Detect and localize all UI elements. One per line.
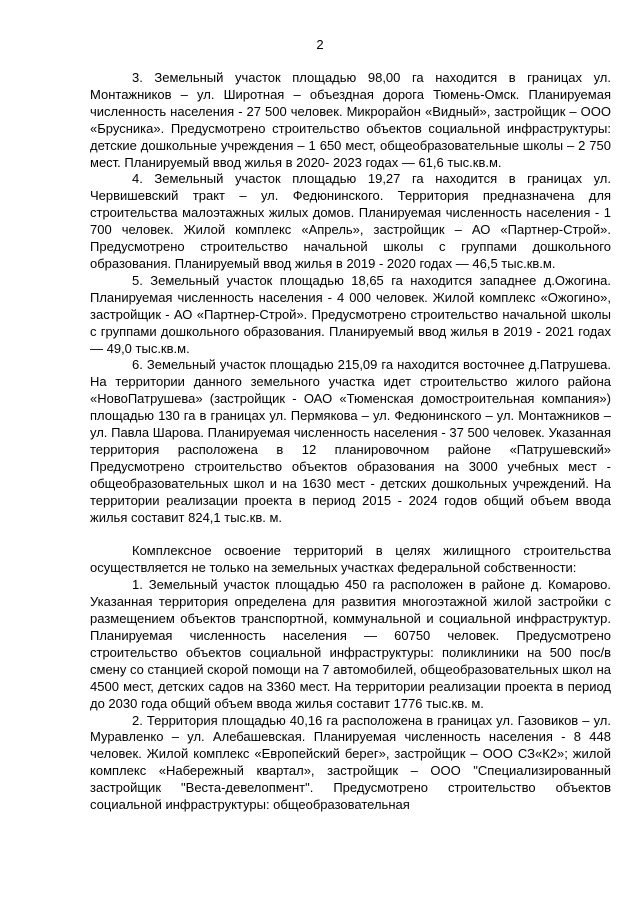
document-body <box>90 70 611 814</box>
paragraph-item-5: 5. Земельный участок площадью 18,65 га находится западнее д.Ожогина. Планируемая численность населения - 4 000 человек. Жилой комплекс «Ожогино», застройщик - АО «Партнер-Строй». Предусмотрено строительство начальной школы с группами дошкольного образования. Планируемый ввод жилья в 2019 - 2021 годах — 49,0 тыс.кв.м. <box>90 272 611 356</box>
paragraph-intro-complex-development: Комплексное освоение территорий в целях жилищного строительства осуществляется не только на земельных участках федеральной собственности: <box>90 543 611 576</box>
paragraph-item-1-komarovo: 1. Земельный участок площадью 450 га расположен в районе д. Комарово. Указанная территория определена для развития многоэтажной жилой застройки с размещением объектов транспортной, коммунальной и социальной инфраструктур. Планируемая численность населения — 60750 человек. Предусмотрено строительство объектов социальной инфраструктуры: поликлиники на 500 пос/в смену со станцией скорой помощи на 7 автомобилей, общеобразовательных школ на 4500 мест, детских садов на 3360 мест. На территории реализации проекта в период до 2030 года общий объем ввода жилья составит 1776 тыс.кв. м. <box>90 577 611 711</box>
paragraph-spacer <box>90 526 611 543</box>
paragraph-item-6: 6. Земельный участок площадью 215,09 га находится восточнее д.Патрушева. На территории данного земельного участка идет строительство жилого района «НовоПатрушева» (застройщик - ОАО «Тюменская домостроительная компания») площадью 130 га в границах ул. Пермякова – ул. Федюнинского – ул. Монтажников – ул. Павла Шарова. Планируемая численность населения - 37 500 человек. Указанная территория расположена в 12 планировочном районе «Патрушевский» Предусмотрено строительство объектов образования на 3000 учебных мест - общеобразовательных школ и на 1630 мест - детских дошкольных учреждений. На территории реализации проекта в период 2015 - 2024 годов общий объем ввода жилья составит 824,1 тыс.кв. м. <box>90 357 611 525</box>
paragraph-item-4: 4. Земельный участок площадью 19,27 га находится в границах ул. Червишевский тракт – ул. Федюнинского. Территория предназначена для строительства малоэтажных жилых домов. Планируемая численность населения - 1 700 человек. Жилой комплекс «Апрель», застройщик – АО «Партнер-Строй». Предусмотрено строительство начальной школы с группами дошкольного образования. Планируемый ввод жилья в 2019 - 2020 годах — 46,5 тыс.кв.м. <box>90 171 611 271</box>
paragraph-item-3: 3. Земельный участок площадью 98,00 га находится в границах ул. Монтажников – ул. Широтная – объездная дорога Тюмень-Омск. Планируемая численность населения - 27 500 человек. Микрорайон «Видный», застройщик – ООО «Брусника». Предусмотрено строительство объектов социальной инфраструктуры: детские дошкольные учреждения – 1 650 мест, общеобразовательные школы – 2 750 мест. Планируемый ввод жилья в 2020- 2023 годах — 61,6 тыс.кв.м. <box>90 70 611 170</box>
paragraph-item-2-gazovikov: 2. Территория площадью 40,16 га расположена в границах ул. Газовиков – ул. Муравленко – ул. Алебашевская. Планируемая численность населения - 8 448 человек. Жилой комплекс «Европейский берег», застройщик – ООО СЗ«К2»; жилой комплекс «Набережный квартал», застройщик – ООО "Специализированный застройщик "Веста-девелопмент". Предусмотрено строительство объектов социальной инфраструктуры: общеобразовательная <box>90 712 611 813</box>
page-number: 2 <box>316 37 324 52</box>
